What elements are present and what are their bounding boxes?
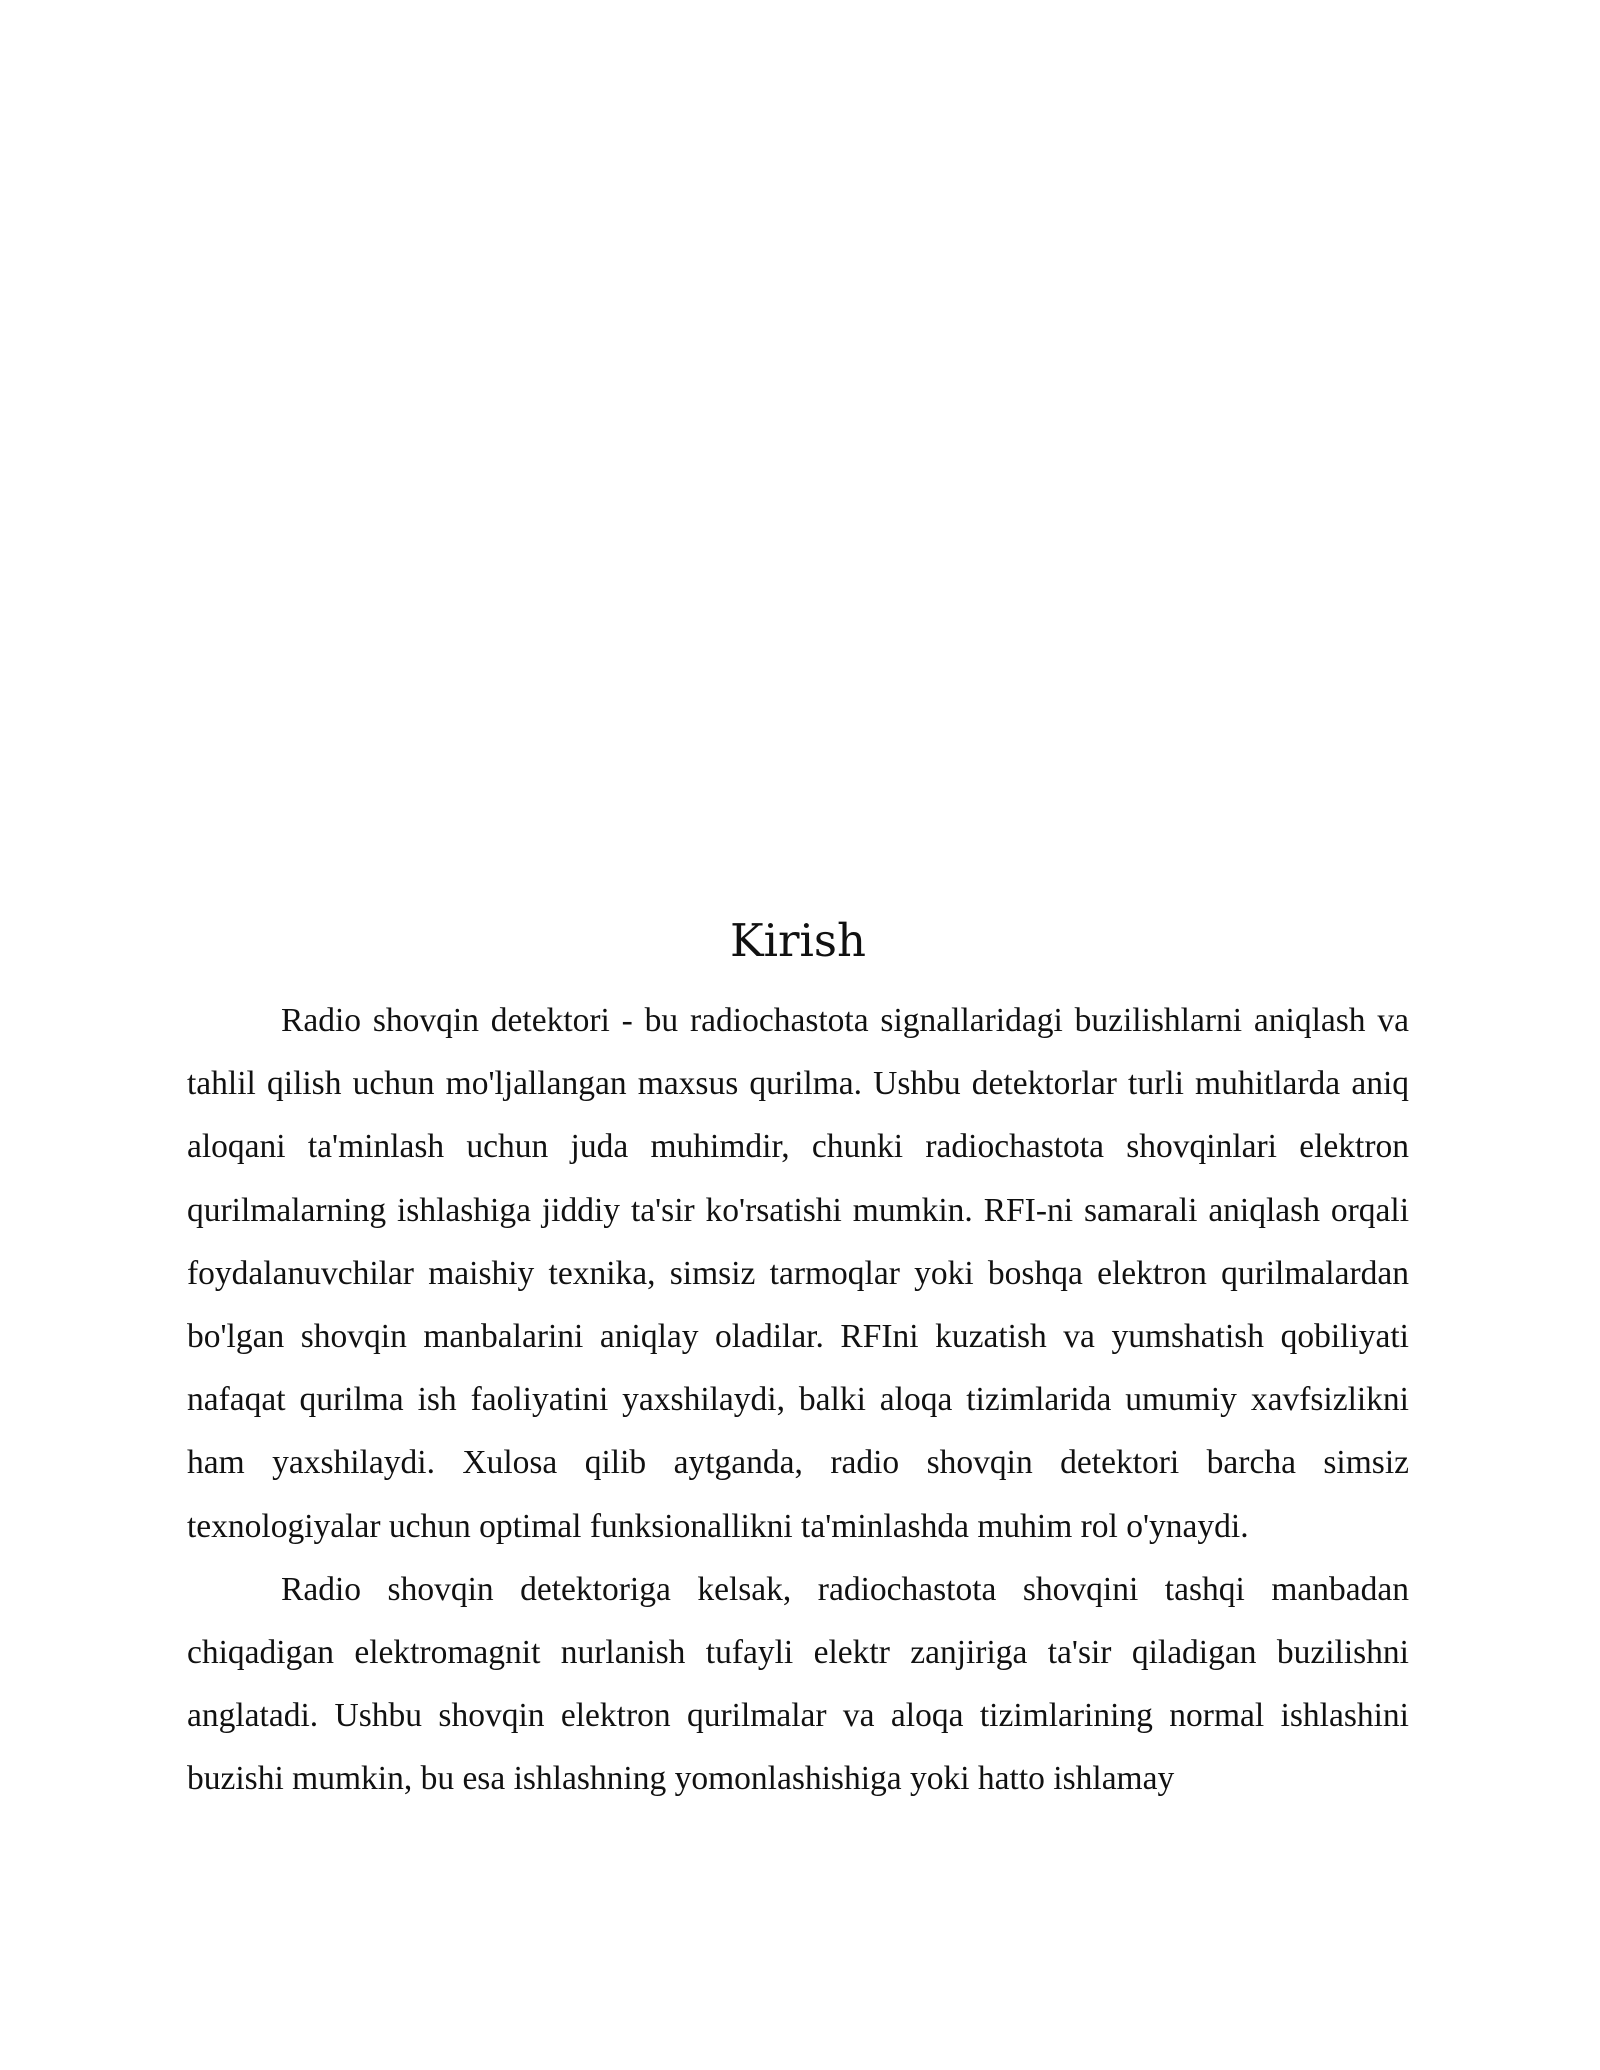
document-body [187, 905, 1409, 1811]
paragraph: Radio shovqin detektoriga kelsak, radiochastota shovqini tashqi manbadan chiqadigan elektromagnit nurlanish tufayli elektr zanjiriga ta'sir qiladigan buzilishni anglatadi. Ushbu shovqin elektron qurilmalar va aloqa tizimlarining normal ishlashini buzishi mumkin, bu esa ishlashning yomonlashishiga yoki hatto ishlamay [187, 1570, 1409, 1798]
paragraph: Radio shovqin detektori - bu radiochastota signallaridagi buzilishlarni aniqlash va tahlil qilish uchun mo'ljallangan maxsus qurilma. Ushbu detektorlar turli muhitlarda aniq aloqani ta'minlash uchun juda muhimdir, chunki radiochastota shovqinlari elektron qurilmalarning ishlashiga jiddiy ta'sir ko'rsatishi mumkin. RFI-ni samarali aniqlash orqali foydalanuvchilar maishiy texnika, simsiz tarmoqlar yoki boshqa elektron qurilmalardan bo'lgan shovqin manbalarini aniqlay oladilar. RFIni kuzatish va yumshatish qobiliyati nafaqat qurilma ish faoliyatini yaxshilaydi, balki aloqa tizimlarida umumiy xavfsizlikni ham yaxshilaydi. Xulosa qilib aytganda, radio shovqin detektori barcha simsiz texnologiyalar uchun optimal funksionallikni ta'minlashda muhim rol o'ynaydi. [187, 1002, 1409, 1545]
section-title: Kirish [730, 914, 866, 967]
